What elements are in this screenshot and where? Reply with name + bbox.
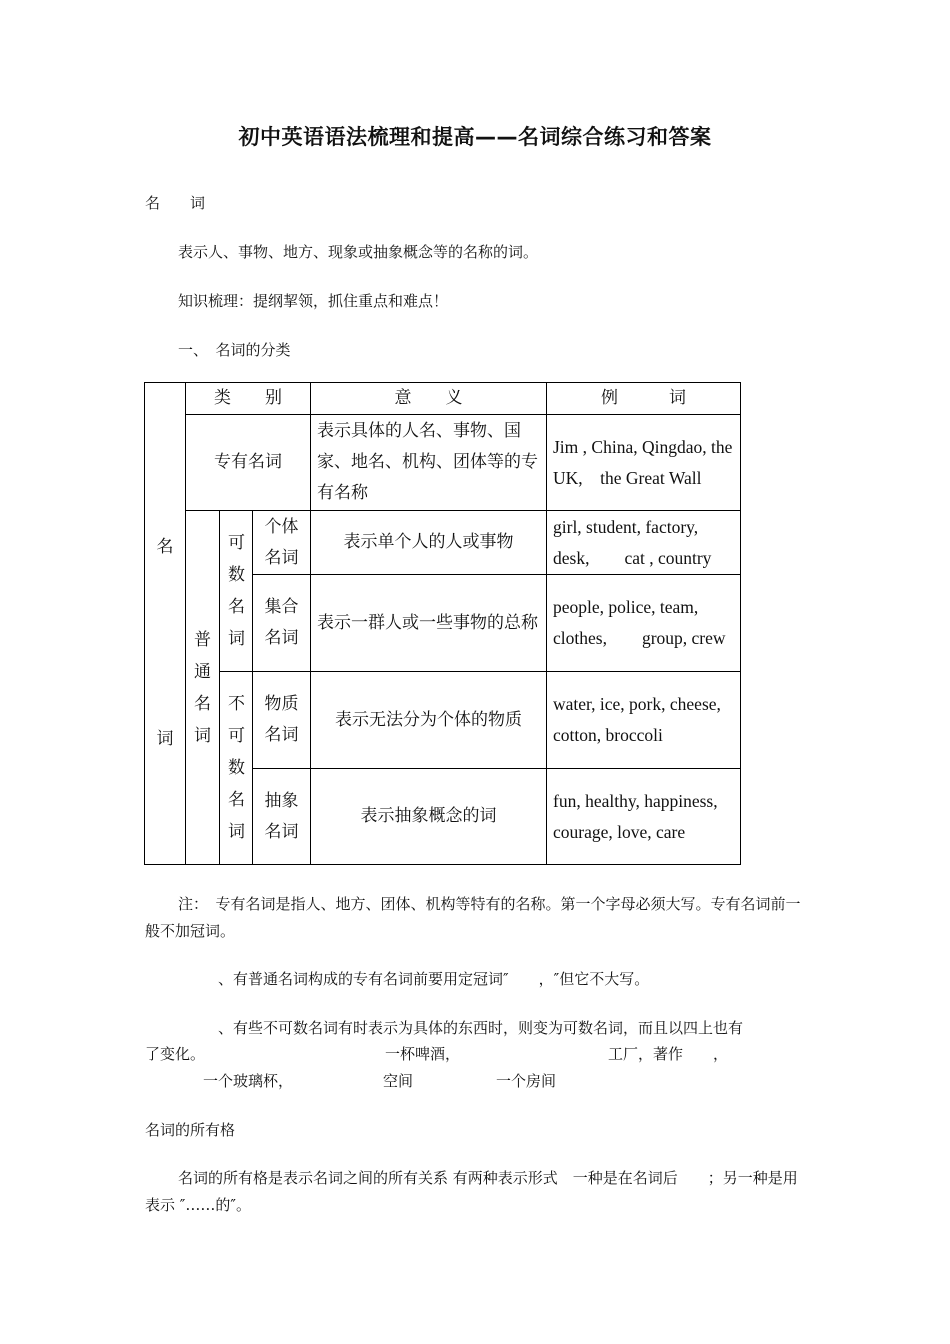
table-row [145,511,741,575]
document-title: 初中英语语法梳理和提高——名词综合练习和答案 [238,125,712,149]
meaning-abstract-noun: 表示抽象概念的词 [311,769,547,865]
possessive-heading: 名词的所有格 [145,1121,236,1139]
type-collective-noun: 集合名词 [253,575,311,672]
note-uncountable-line3a: 一个玻璃杯， [203,1072,294,1090]
meaning-individual-noun: 表示单个人的人或事物 [311,511,547,575]
type-individual-noun: 个体名词 [253,511,311,575]
header-category: 类 别 [186,383,311,415]
note-uncountable-line3b: 空间 [383,1072,414,1090]
examples-material-noun: water, ice, pork, cheese, cotton, broccoli [547,672,741,769]
part-one-heading: 一、 名词的分类 [178,341,291,359]
type-abstract-noun: 抽象名词 [253,769,311,865]
table-row [145,672,741,769]
noun-side-label [145,383,186,865]
header-meaning: 意 义 [311,383,547,415]
possessive-text: 名词的所有格是表示名词之间的所有关系 有两种表示形式 一种是在名词后 ；另一种是用 表示 ″……的″。 [145,1169,828,1214]
note-definite-article: 、有普通名词构成的专有名词前要用定冠词″ ，″但它不大写。 [218,970,650,988]
table-row [145,415,741,511]
note-uncountable-line2c: 工厂，著作 ， [608,1045,729,1063]
header-examples: 例 词 [547,383,741,415]
section-heading: 名 词 [145,194,206,212]
meaning-collective-noun: 表示一群人或一些事物的总称 [311,575,547,672]
examples-proper-noun: Jim , China, Qingdao, the UK, the Great Wall [547,415,741,511]
note-uncountable-line1: 、有些不可数名词有时表示为具体的东西时，则变为可数名词，而且以四上也有 [218,1019,744,1037]
note-uncountable-line3c: 一个房间 [496,1072,557,1090]
side-label-top: 名 [156,537,174,557]
examples-individual-noun: girl, student, factory, desk, cat , country [547,511,741,575]
side-label-bottom: 词 [156,729,174,749]
meaning-material-noun: 表示无法分为个体的物质 [311,672,547,769]
uncountable-label: 不可数名词 [220,672,253,865]
note-uncountable-line2b: 一杯啤酒， [385,1045,461,1063]
meaning-proper-noun: 表示具体的人名、事物、国家、地名、机构、团体等的专有名称 [311,415,547,511]
noun-classification-table [144,382,756,865]
note-uncountable-line2a: 了变化。 [145,1045,206,1063]
common-noun-label: 普通名词 [186,511,220,865]
countable-label: 可数名词 [220,511,253,672]
type-material-noun: 物质名词 [253,672,311,769]
examples-abstract-noun: fun, healthy, happiness, courage, love, care [547,769,741,865]
knowledge-line: 知识梳理：提纲挈领，抓住重点和难点！ [178,292,449,310]
definition-text: 表示人、事物、地方、现象或抽象概念等的名称的词。 [178,243,539,261]
examples-collective-noun: people, police, team, clothes, group, crew [547,575,741,672]
type-proper-noun: 专有名词 [186,415,311,511]
note-proper-noun: 注： 专有名词是指人、地方、团体、机构等特有的名称。第一个字母必须大写。专有名词前一般不加冠词。 [145,895,801,940]
table-header-row [145,383,741,415]
